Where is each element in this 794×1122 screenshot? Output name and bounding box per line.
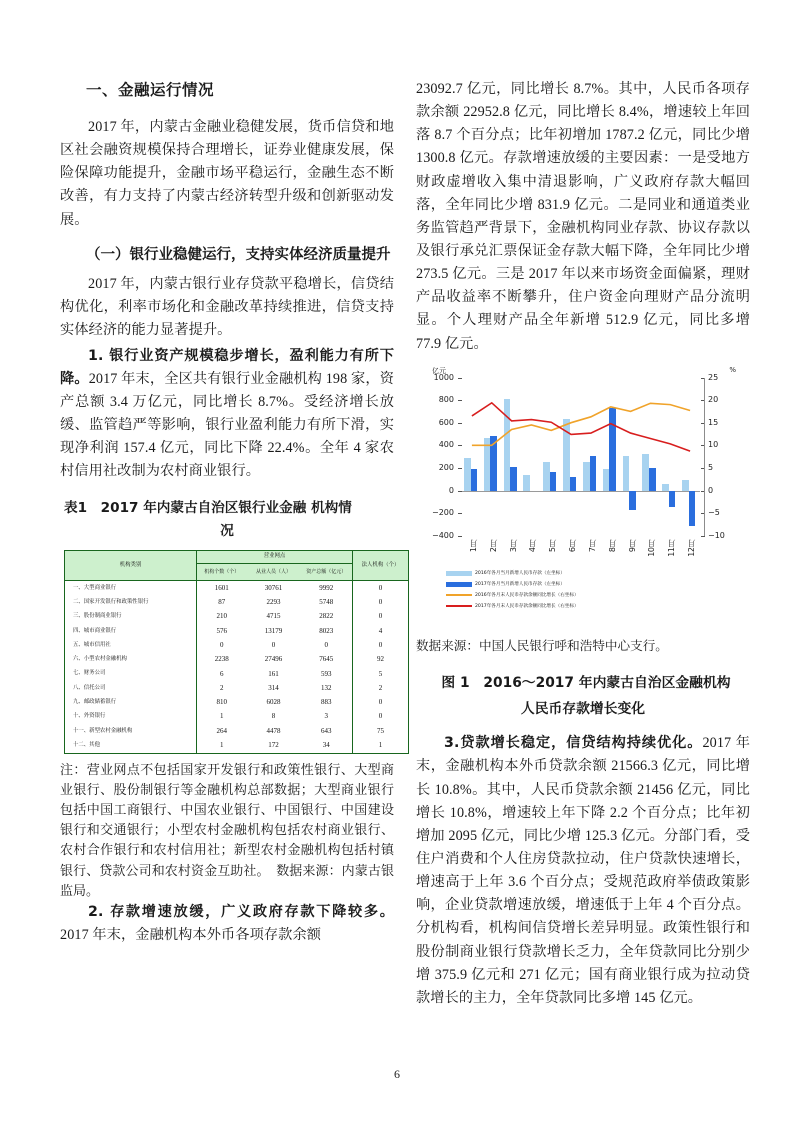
chart-series-canvas	[462, 378, 700, 536]
cell-category: 十二、其他	[65, 739, 197, 754]
page-number: 6	[394, 1067, 400, 1081]
th-staff-count: 从业人员（人）	[247, 564, 301, 581]
table-row	[65, 638, 409, 652]
cell-total-assets: 593	[321, 669, 332, 678]
cell-category: 十、外资银行	[65, 710, 197, 724]
item-3-body: 2017 年末，金融机构本外币贷款余额 21566.3 亿元，同比增长 10.8%。其中，人民币贷款余额 21456 亿元，同比增长 10.8%，增速较上年下降 2.2 个百分点；比年初增加 2095 亿元，同比少增 125.3 亿元。分部门看，受住户消费和个人住房贷款拉动，住户贷款快速增长，增速高于上年 3.6 个百分点；受规范政府举债政策影响，企业贷款增速放缓，增速低于上年 4 个百分点。分机构看，机构间信贷增长差异明显。政策性银行和股份制商业银行贷款增长乏力，全年贷款同比分别少增 375.9 亿元和 271 亿元；国有商业银行成为拉动贷款增长的主力，全年贷款同比多增 145 亿元。	[416, 735, 750, 1006]
chart-y2-tick-label: −10	[708, 530, 725, 540]
chart-x-tick-label: 6月	[568, 539, 578, 552]
cell-total-assets: 643	[321, 726, 332, 735]
chart-x-tick-label: 11月	[667, 539, 677, 557]
cell-staff-count: 0	[271, 640, 276, 649]
cell-category: 九、邮政储蓄银行	[65, 696, 197, 710]
figure-caption-line-1: 图 1 2016～2017 年内蒙古自治区金融机构	[441, 674, 731, 691]
chart-y-tick-label: 400	[438, 440, 454, 450]
item-1-lead: 1. 银行业资产规模稳步增长，盈利能力有所下降。	[60, 347, 394, 387]
chart-x-tick-label: 5月	[548, 539, 558, 552]
cell-legal-entities: 0	[353, 638, 409, 652]
cell-staff-count: 13179	[264, 626, 283, 635]
cell-branch-count: 264	[197, 724, 247, 738]
chart-line-layer	[462, 378, 700, 536]
th-legal-entities: 法人机构（个）	[353, 551, 409, 581]
table-row	[65, 624, 409, 638]
right-column	[416, 78, 750, 1043]
item-2-lead: 2. 存款增速放缓，广义政府存款下降较多。	[88, 903, 394, 920]
cell-staff-count: 314	[268, 683, 279, 692]
cell-staff-count: 30761	[264, 583, 283, 592]
table-caption-line-1: 表1 2017 年内蒙古自治区银行业金融 机构情	[64, 500, 352, 517]
cell-staff-count: 4478	[266, 726, 281, 735]
chart-x-tick-label: 9月	[627, 539, 637, 552]
figure-caption	[416, 670, 750, 722]
table-head	[65, 551, 409, 581]
chart-y2-tick-label: 25	[708, 372, 719, 382]
chart-legend-swatch	[446, 605, 472, 607]
table-header-row-group	[65, 551, 409, 564]
paragraph-item-1	[60, 345, 394, 484]
cell-total-assets: 132	[321, 683, 332, 692]
th-total-assets: 资产总额（亿元）	[301, 564, 353, 581]
cell-branch-count: 810	[197, 696, 247, 710]
chart-legend-label: 2016年各月当月新增人民币存款（左坐标）	[475, 571, 565, 577]
cell-staff-count: 161	[268, 669, 279, 678]
cell-branch-count: 2238	[197, 653, 247, 667]
cell-total-assets: 0	[324, 640, 329, 649]
chart-y2-tick-mark	[701, 536, 705, 537]
cell-staff-count: 2293	[266, 598, 281, 607]
chart-legend	[446, 568, 736, 612]
cell-legal-entities: 5	[353, 667, 409, 681]
cell-staff-count: 4715	[266, 612, 281, 621]
chart-right-axis-line	[704, 378, 705, 536]
chart-x-tick-label: 10月	[647, 539, 657, 557]
chart-legend-label: 2017年各月末人民币存款余额同比增长（右坐标）	[475, 604, 579, 610]
chart-y2-tick-label: 10	[708, 440, 719, 450]
th-category: 机构类别	[65, 551, 197, 581]
section-heading-2: （一）银行业稳健运行，支持实体经济质量提升	[86, 246, 391, 263]
paragraph-item-2	[60, 901, 394, 947]
chart-legend-label: 2016年各月末人民币存款余额同比增长（右坐标）	[475, 593, 579, 599]
table-note: 注：营业网点不包括国家开发银行和政策性银行、大型商业银行、股份制银行等金融机构总部数据；大型商业银行包括中国工商银行、中国农业银行、中国银行、中国建设银行和交通银行；小型农村金融机构包括农村商业银行、农村合作银行和农村信用社；新型农村金融机构包括村镇银行、贷款公司和农村资金互助社。 数据来源：内蒙古银监局。	[60, 761, 394, 898]
cell-staff-count: 6028	[266, 698, 281, 707]
cell-branch-count: 0	[197, 638, 247, 652]
table-row	[65, 739, 409, 754]
cell-category: 六、小型农村金融机构	[65, 653, 197, 667]
chart-y2-tick-label: 5	[708, 462, 714, 472]
cell-category: 七、财务公司	[65, 667, 197, 681]
cell-total-assets: 3	[324, 712, 329, 721]
section-heading-1: 一、金融运行情况	[86, 81, 215, 99]
figure-1-chart	[418, 366, 740, 624]
chart-y-tick-mark	[458, 536, 462, 537]
chart-x-tick-label: 12月	[687, 539, 697, 557]
table-caption-line-2: 况	[220, 522, 234, 539]
chart-legend-item	[446, 590, 736, 601]
cell-staff-count: 27496	[264, 655, 283, 664]
cell-branch-count: 6	[197, 667, 247, 681]
chart-y2-tick-label: 0	[708, 485, 714, 495]
chart-legend-swatch	[446, 571, 472, 576]
chart-legend-swatch	[446, 594, 472, 596]
chart-y-tick-label: 0	[448, 485, 454, 495]
cell-total-assets: 883	[321, 698, 332, 707]
item-2-body: 2017 年末，金融机构本外币各项存款余额	[60, 926, 322, 943]
cell-total-assets: 8023	[319, 626, 334, 635]
cell-total-assets: 2822	[319, 612, 334, 621]
cell-category: 二、国家开发银行和政策性银行	[65, 596, 197, 610]
table-row	[65, 681, 409, 695]
table-caption	[60, 497, 394, 542]
paragraph-intro: 2017 年，内蒙古金融业稳健发展，货币信贷和地区社会融资规模保持合理增长，证券业健康发展，保险保障功能提升，金融市场平稳运行，金融生态不断改善，有力支持了内蒙古经济转型升级和创新驱动发展。	[60, 119, 394, 228]
chart-y2-tick-label: 20	[708, 395, 719, 405]
chart-y-tick-label: 200	[438, 462, 454, 472]
table-row	[65, 710, 409, 724]
cell-branch-count: 210	[197, 610, 247, 624]
chart-x-tick-label: 1月	[468, 539, 478, 552]
cell-category: 八、信托公司	[65, 681, 197, 695]
table-row	[65, 724, 409, 738]
cell-staff-count: 8	[271, 712, 276, 721]
chart-x-tick-label: 8月	[607, 539, 617, 552]
chart-y-axis-unit-left: 亿元	[432, 366, 446, 375]
th-branch-group: 营业网点	[197, 551, 353, 564]
cell-branch-count: 87	[197, 596, 247, 610]
chart-legend-item	[446, 568, 736, 579]
cell-staff-count: 172	[247, 739, 301, 754]
chart-x-tick-label: 2月	[488, 539, 498, 552]
cell-legal-entities: 75	[353, 724, 409, 738]
chart-y-tick-label: −400	[432, 530, 454, 540]
paragraph-item-3	[416, 732, 750, 1010]
item-1-body: 2017 年末，全区共有银行业金融机构 198 家，资产总额 3.4 万亿元，同比增长 8.7%。受经济增长放缓、监管趋严等影响，银行业盈利能力有所下滑，实现净利润 157.4 亿元，同比下降 22.4%。全年 4 家农村信用社改制为农村商业银行。	[60, 370, 395, 480]
chart-legend-item	[446, 579, 736, 590]
paragraph-banking-intro: 2017 年，内蒙古银行业存贷款平稳增长，信贷结构优化，利率市场化和金融改革持续推进，信贷支持实体经济的能力显著提升。	[60, 276, 394, 339]
cell-legal-entities: 0	[353, 696, 409, 710]
cell-category: 一、大型商业银行	[65, 581, 197, 596]
table-row	[65, 653, 409, 667]
cell-category: 五、城市信用社	[65, 638, 197, 652]
cell-total-assets: 9992	[319, 583, 334, 592]
paragraph-deposits-continued: 23092.7 亿元，同比增长 8.7%。其中，人民币各项存款余额 22952.8 亿元，同比增长 8.4%，增速较上年回落 8.7 个百分点；比年初增加 1787.2 亿元，同比少增 1300.8 亿元。存款增速放缓的主要因素：一是受地方财政虚增收入集中清退影响，广义政府存款大幅回落，全年同比少增 831.9 亿元。二是同业和通道类业务监管趋严背景下，金融机构同业存款、协议存款以及银行承兑汇票保证金存款大幅下降，全年同比少增 273.5 亿元。三是 2017 年以来市场资金面偏紧，理财产品收益率不断攀升，住户资金向理财产品分流明显。个人理财产品全年新增 512.9 亿元，同比多增 77.9 亿元。	[416, 81, 750, 352]
cell-legal-entities: 2	[353, 681, 409, 695]
chart-legend-label: 2017年各月当月新增人民币存款（左坐标）	[475, 582, 565, 588]
cell-branch-count: 1	[197, 710, 247, 724]
cell-branch-count: 1	[197, 739, 247, 754]
th-branch-count: 机构个数（个）	[197, 564, 247, 581]
cell-legal-entities: 92	[353, 653, 409, 667]
table-body	[65, 581, 409, 754]
cell-legal-entities: 0	[353, 596, 409, 610]
chart-x-tick-label: 3月	[508, 539, 518, 552]
cell-total-assets: 5748	[319, 598, 334, 607]
chart-x-tick-label: 7月	[587, 539, 597, 552]
chart-y2-tick-label: 15	[708, 417, 719, 427]
cell-legal-entities: 1	[353, 739, 409, 754]
chart-line-series	[472, 403, 690, 451]
cell-total-assets: 7645	[319, 655, 334, 664]
left-column	[60, 78, 400, 1043]
chart-source-note: 数据来源：中国人民银行呼和浩特中心支行。	[416, 638, 668, 653]
cell-legal-entities: 0	[353, 710, 409, 724]
table-row	[65, 610, 409, 624]
banking-institutions-table	[64, 550, 409, 754]
cell-branch-count: 1601	[197, 581, 247, 596]
chart-y-tick-label: 800	[438, 395, 454, 405]
cell-legal-entities: 0	[353, 581, 409, 596]
cell-category: 三、股份制商业银行	[65, 610, 197, 624]
cell-branch-count: 2	[197, 681, 247, 695]
chart-x-tick-label: 4月	[528, 539, 538, 552]
table-row	[65, 667, 409, 681]
chart-plot-area	[418, 365, 740, 557]
item-3-lead: 3.贷款增长稳定，信贷结构持续优化。	[444, 735, 703, 752]
cell-category: 十一、新型农村金融机构	[65, 724, 197, 738]
chart-y-tick-label: 1000	[433, 372, 454, 382]
chart-legend-item	[446, 601, 736, 612]
chart-y2-tick-label: −5	[708, 508, 720, 518]
figure-caption-line-2: 人民币存款增长变化	[520, 701, 646, 718]
cell-category: 四、城市商业银行	[65, 624, 197, 638]
table-row	[65, 696, 409, 710]
cell-legal-entities: 0	[353, 610, 409, 624]
chart-legend-swatch	[446, 582, 472, 587]
table-row	[65, 581, 409, 596]
chart-y-tick-label: −200	[432, 508, 454, 518]
cell-total-assets: 34	[301, 739, 353, 754]
chart-line-series	[472, 403, 690, 445]
two-column-layout	[60, 78, 750, 1043]
chart-y-axis-unit-right: %	[729, 365, 736, 374]
cell-legal-entities: 4	[353, 624, 409, 638]
table-row	[65, 596, 409, 610]
chart-y-tick-label: 600	[438, 417, 454, 427]
cell-branch-count: 576	[197, 624, 247, 638]
